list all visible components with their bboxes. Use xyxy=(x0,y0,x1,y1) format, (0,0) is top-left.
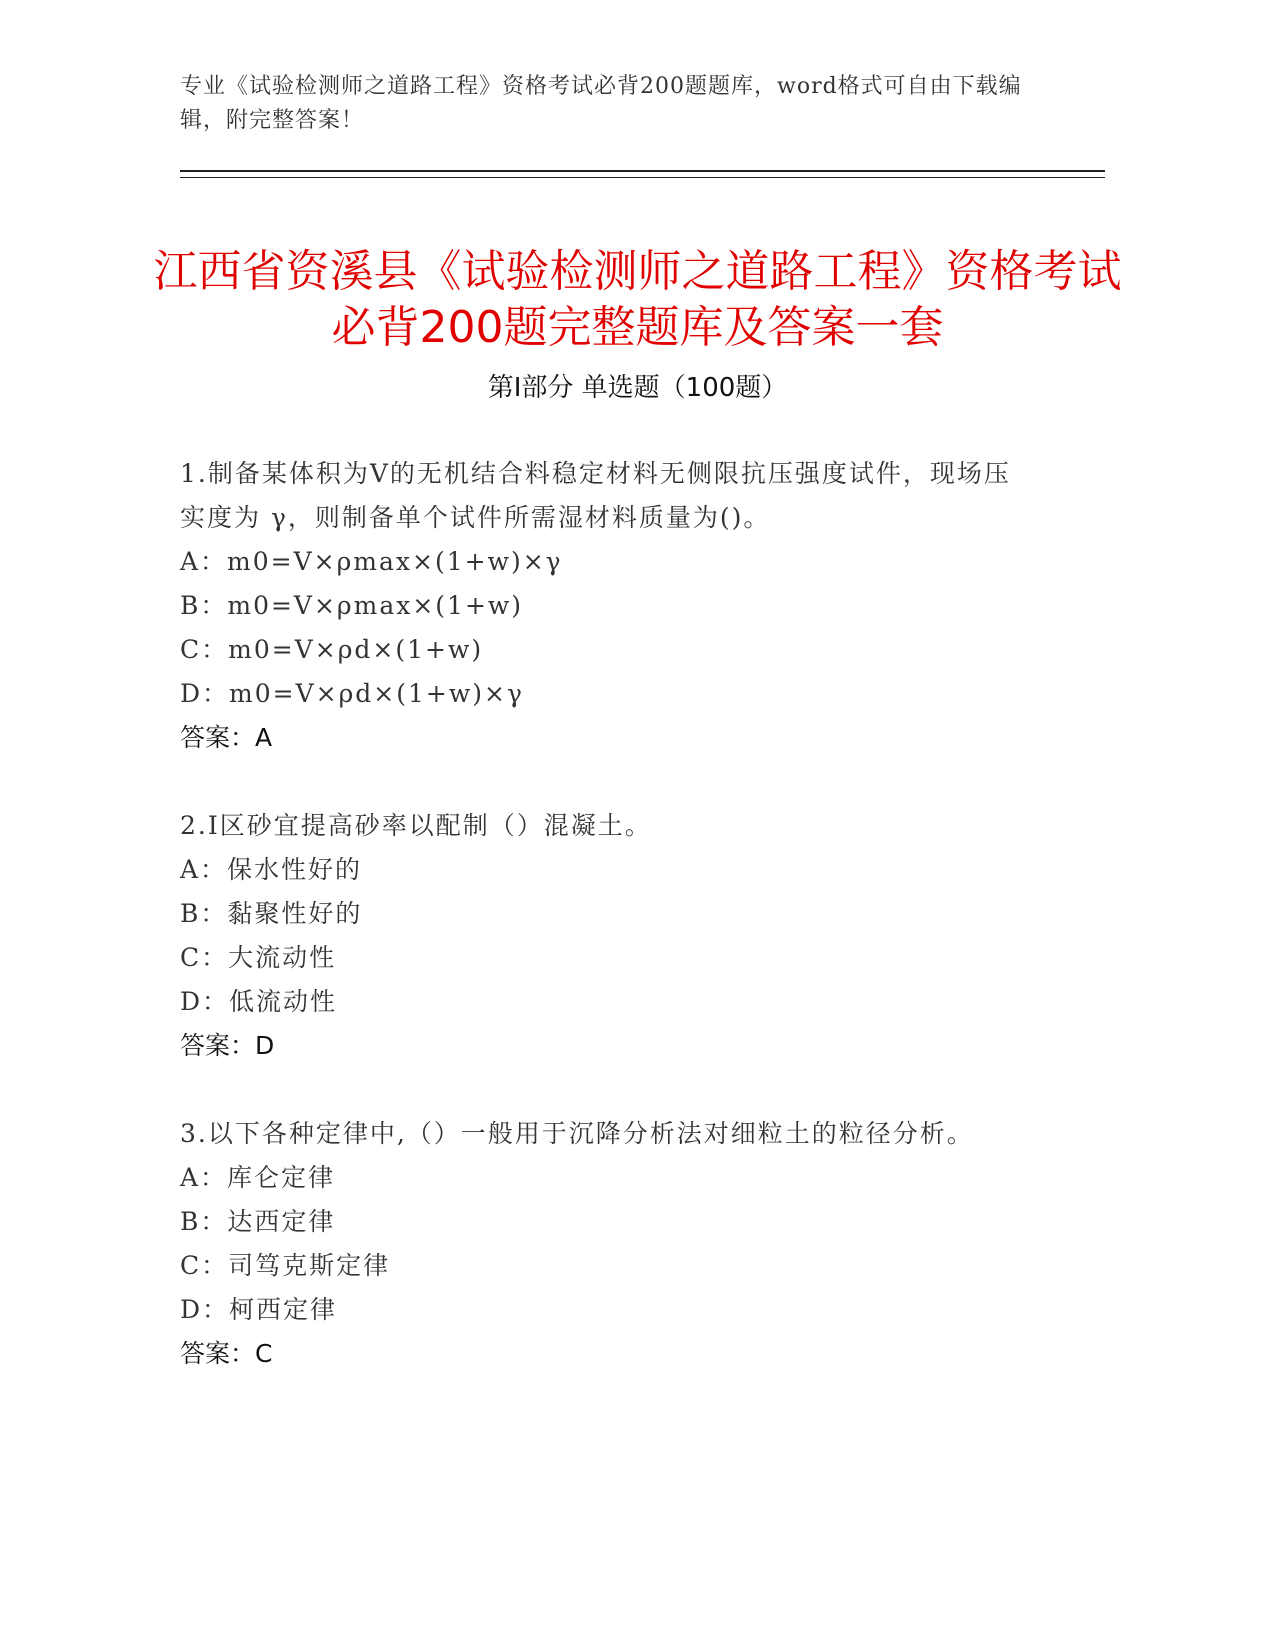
option-a: A：m0=V×ρmax×(1+w)×γ xyxy=(180,547,563,576)
option-c: C：m0=V×ρd×(1+w) xyxy=(180,635,484,664)
question-stem: 2.Ⅰ区砂宜提高砂率以配制（）混凝土。 xyxy=(180,811,652,840)
option-d: D：低流动性 xyxy=(180,987,338,1016)
option-b: B：m0=V×ρmax×(1+w) xyxy=(180,591,524,620)
option-a: A：保水性好的 xyxy=(180,855,363,884)
option-c: C：司笃克斯定律 xyxy=(180,1251,391,1280)
option-b: B：黏聚性好的 xyxy=(180,899,363,928)
option-b: B：达西定律 xyxy=(180,1207,336,1236)
option-a: A：库仑定律 xyxy=(180,1163,336,1192)
header-divider-thin xyxy=(180,177,1105,178)
option-d: D：m0=V×ρd×(1+w)×γ xyxy=(180,679,524,708)
answer: 答案：C xyxy=(180,1339,273,1368)
question-1 xyxy=(180,452,1030,760)
question-list xyxy=(180,452,1030,1420)
answer: 答案：D xyxy=(180,1031,275,1060)
header-divider-thick xyxy=(180,170,1105,172)
header-note: 专业《试验检测师之道路工程》资格考试必背200题题库，word格式可自由下载编辑，附完整答案！ xyxy=(180,74,1022,133)
question-3 xyxy=(180,1112,1030,1376)
question-2 xyxy=(180,804,1030,1068)
answer: 答案：A xyxy=(180,723,273,752)
option-c: C：大流动性 xyxy=(180,943,337,972)
section-heading: 第I部分 单选题（100题） xyxy=(487,373,788,403)
document-title: 江西省资溪县《试验检测师之道路工程》资格考试必背200题完整题库及答案一套 xyxy=(153,246,1122,354)
question-stem: 3.以下各种定律中,（）一般用于沉降分析法对细粒土的粒径分析。 xyxy=(180,1119,974,1148)
option-d: D：柯西定律 xyxy=(180,1295,338,1324)
question-stem: 1.制备某体积为V的无机结合料稳定材料无侧限抗压强度试件，现场压实度为 γ，则制备单个试件所需湿材料质量为()。 xyxy=(180,459,1011,532)
